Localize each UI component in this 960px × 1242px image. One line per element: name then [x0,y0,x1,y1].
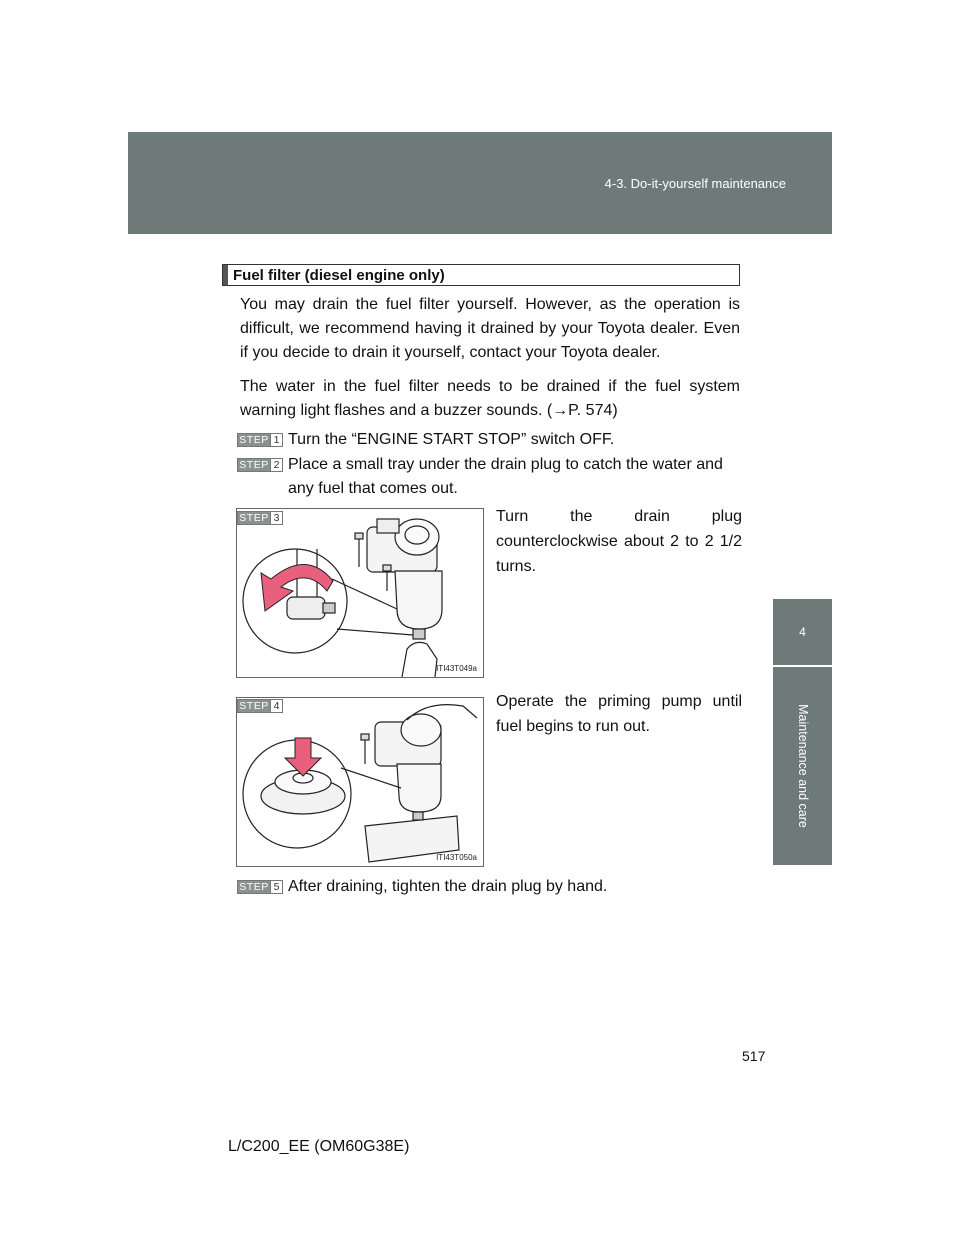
step-3-text: Turn the drain plug counterclockwise about 2 to 2 1/2 turns. [496,508,742,575]
section-title: Fuel filter (diesel engine only) [233,267,445,284]
figure-4-code: ITI43T050a [436,853,477,862]
step-4-text: Operate the priming pump until fuel begins to run out. [496,693,742,735]
header-section-title: 4-3. Do-it-yourself maintenance [604,176,786,191]
chapter-tab-text: Maintenance and care [795,704,810,828]
step-2-badge: STEP 2 [237,458,283,472]
figure-3-code: ITI43T049a [436,664,477,673]
document-code: L/C200_EE (OM60G38E) [228,1138,410,1155]
step-1-text: Turn the “ENGINE START STOP” switch OFF. [288,431,615,448]
intro-paragraph: You may drain the fuel filter yourself. However, as the operation is difficult, we recommend having it drained by your Toyota dealer. Even if you decide to drain it yourself, contact your Toyota dealer. [240,296,740,361]
fuel-filter-drain-illustration [237,509,483,677]
step-5-badge: STEP 5 [237,880,283,894]
section-heading-bar [223,265,228,285]
step-1-badge: STEP 1 [237,433,283,447]
warning-paragraph: The water in the fuel filter needs to be drained if the fuel system warning light flashes and a buzzer sounds. (→P. 574) [240,378,740,419]
page-number: 517 [742,1048,766,1064]
step-4-figure [236,697,484,867]
step-5-text: After draining, tighten the drain plug by hand. [288,878,608,895]
section-heading [222,264,740,286]
header-band [128,132,832,234]
step-2-text: Place a small tray under the drain plug to catch the water and any fuel that comes out. [288,456,723,497]
step-4-badge: STEP 4 [237,699,283,713]
chapter-tab-label[interactable] [773,667,832,865]
step-3-figure [236,508,484,678]
step-3-badge: STEP 3 [237,511,283,525]
chapter-tab-number[interactable]: 4 [773,599,832,665]
priming-pump-illustration [237,698,483,866]
